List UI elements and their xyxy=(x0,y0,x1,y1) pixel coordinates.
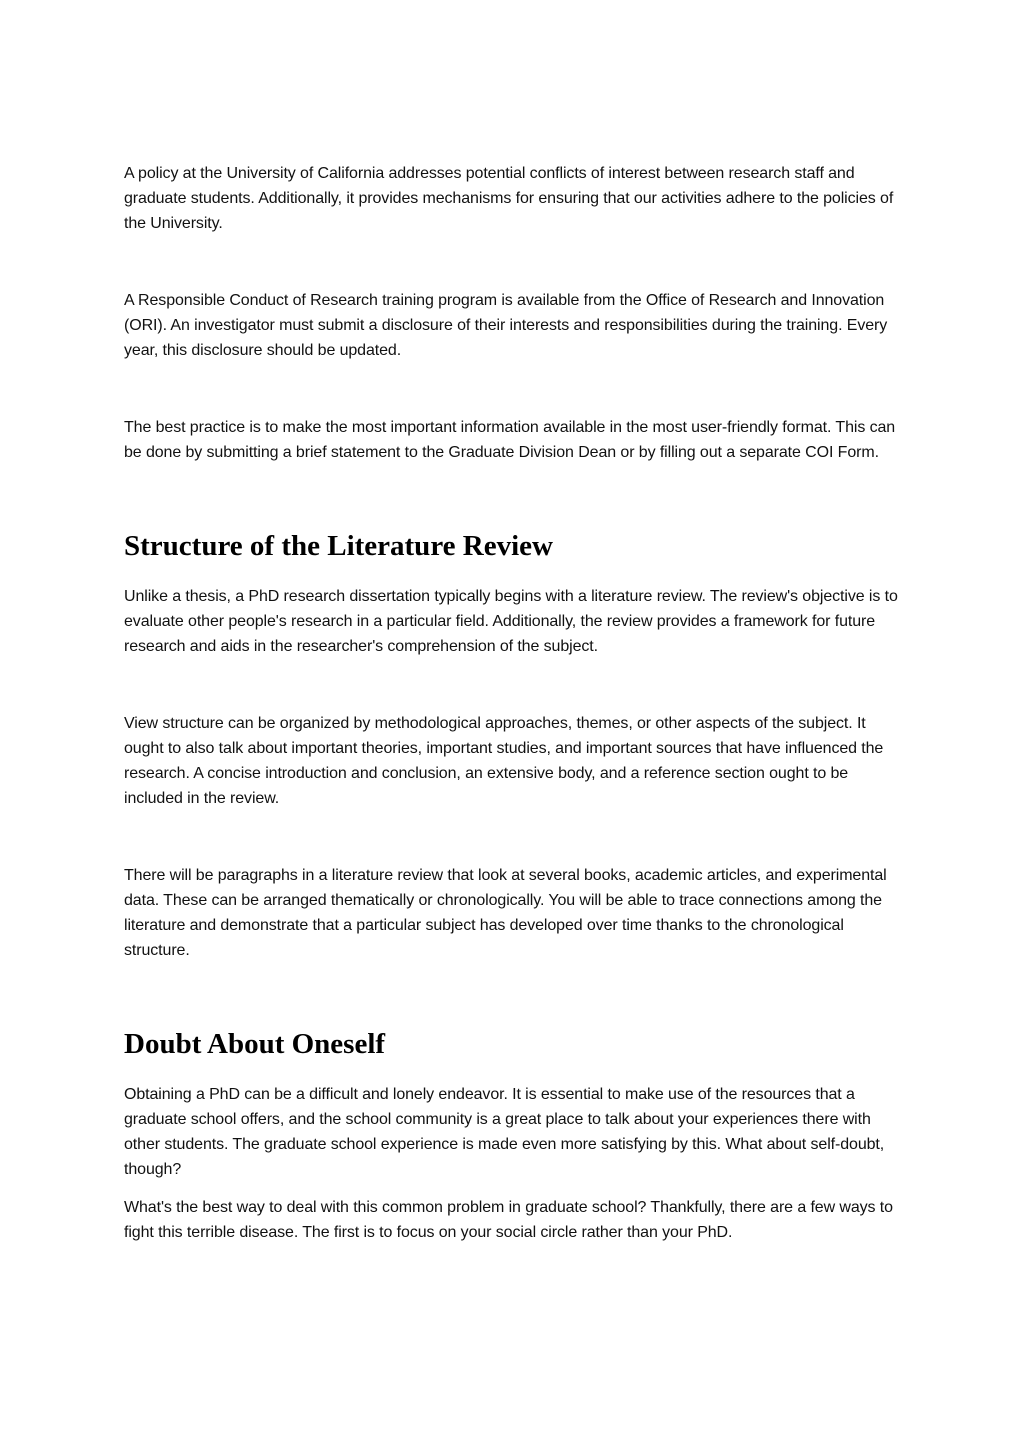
paragraph-literature-review-intro: Unlike a thesis, a PhD research dissertation typically begins with a literature review. The review's objective is to evaluate other people's research in a particular field. Additionally, the review provides a framework for future research and aids in the researcher's comprehension of the subject. xyxy=(124,588,898,655)
paragraph-best-practice: The best practice is to make the most important information available in the most user-friendly format. This can be done by submitting a brief statement to the Graduate Division Dean or by filling out a separate COI Form. xyxy=(124,419,896,461)
paragraph-rcr-training: A Responsible Conduct of Research training program is available from the Office of Research and Innovation (ORI). An investigator must submit a disclosure of their interests and responsibilities during the training. Every year, this disclosure should be updated. xyxy=(124,292,888,359)
section-heading-literature-review: Structure of the Literature Review xyxy=(124,530,553,562)
paragraph-view-structure: View structure can be organized by methodological approaches, themes, or other aspects of the subject. It ought to also talk about important theories, important studies, and important sources that have influenced the research. A concise introduction and conclusion, an extensive body, and a reference section ought to be included in the review. xyxy=(124,715,884,807)
document-page xyxy=(124,161,909,1245)
section-heading-doubt-about-oneself: Doubt About Oneself xyxy=(124,1028,386,1060)
paragraph-deal-with-self-doubt: What's the best way to deal with this common problem in graduate school? Thankfully, there are a few ways to fight this terrible disease. The first is to focus on your social circle rather than your PhD. xyxy=(124,1199,893,1241)
paragraph-phd-lonely-endeavor: Obtaining a PhD can be a difficult and lonely endeavor. It is essential to make use of the resources that a graduate school offers, and the school community is a great place to talk about your experiences there with other students. The graduate school experience is made even more satisfying by this. What about self-doubt, though? xyxy=(124,1086,885,1178)
paragraph-chronological-structure: There will be paragraphs in a literature review that look at several books, academic articles, and experimental data. These can be arranged thematically or chronologically. You will be able to trace connections among the literature and demonstrate that a particular subject has developed over time thanks to the chronological structure. xyxy=(124,867,887,959)
paragraph-coi-policy: A policy at the University of California addresses potential conflicts of interest between research staff and graduate students. Additionally, it provides mechanisms for ensuring that our activities adhere to the policies of the University. xyxy=(124,165,894,232)
